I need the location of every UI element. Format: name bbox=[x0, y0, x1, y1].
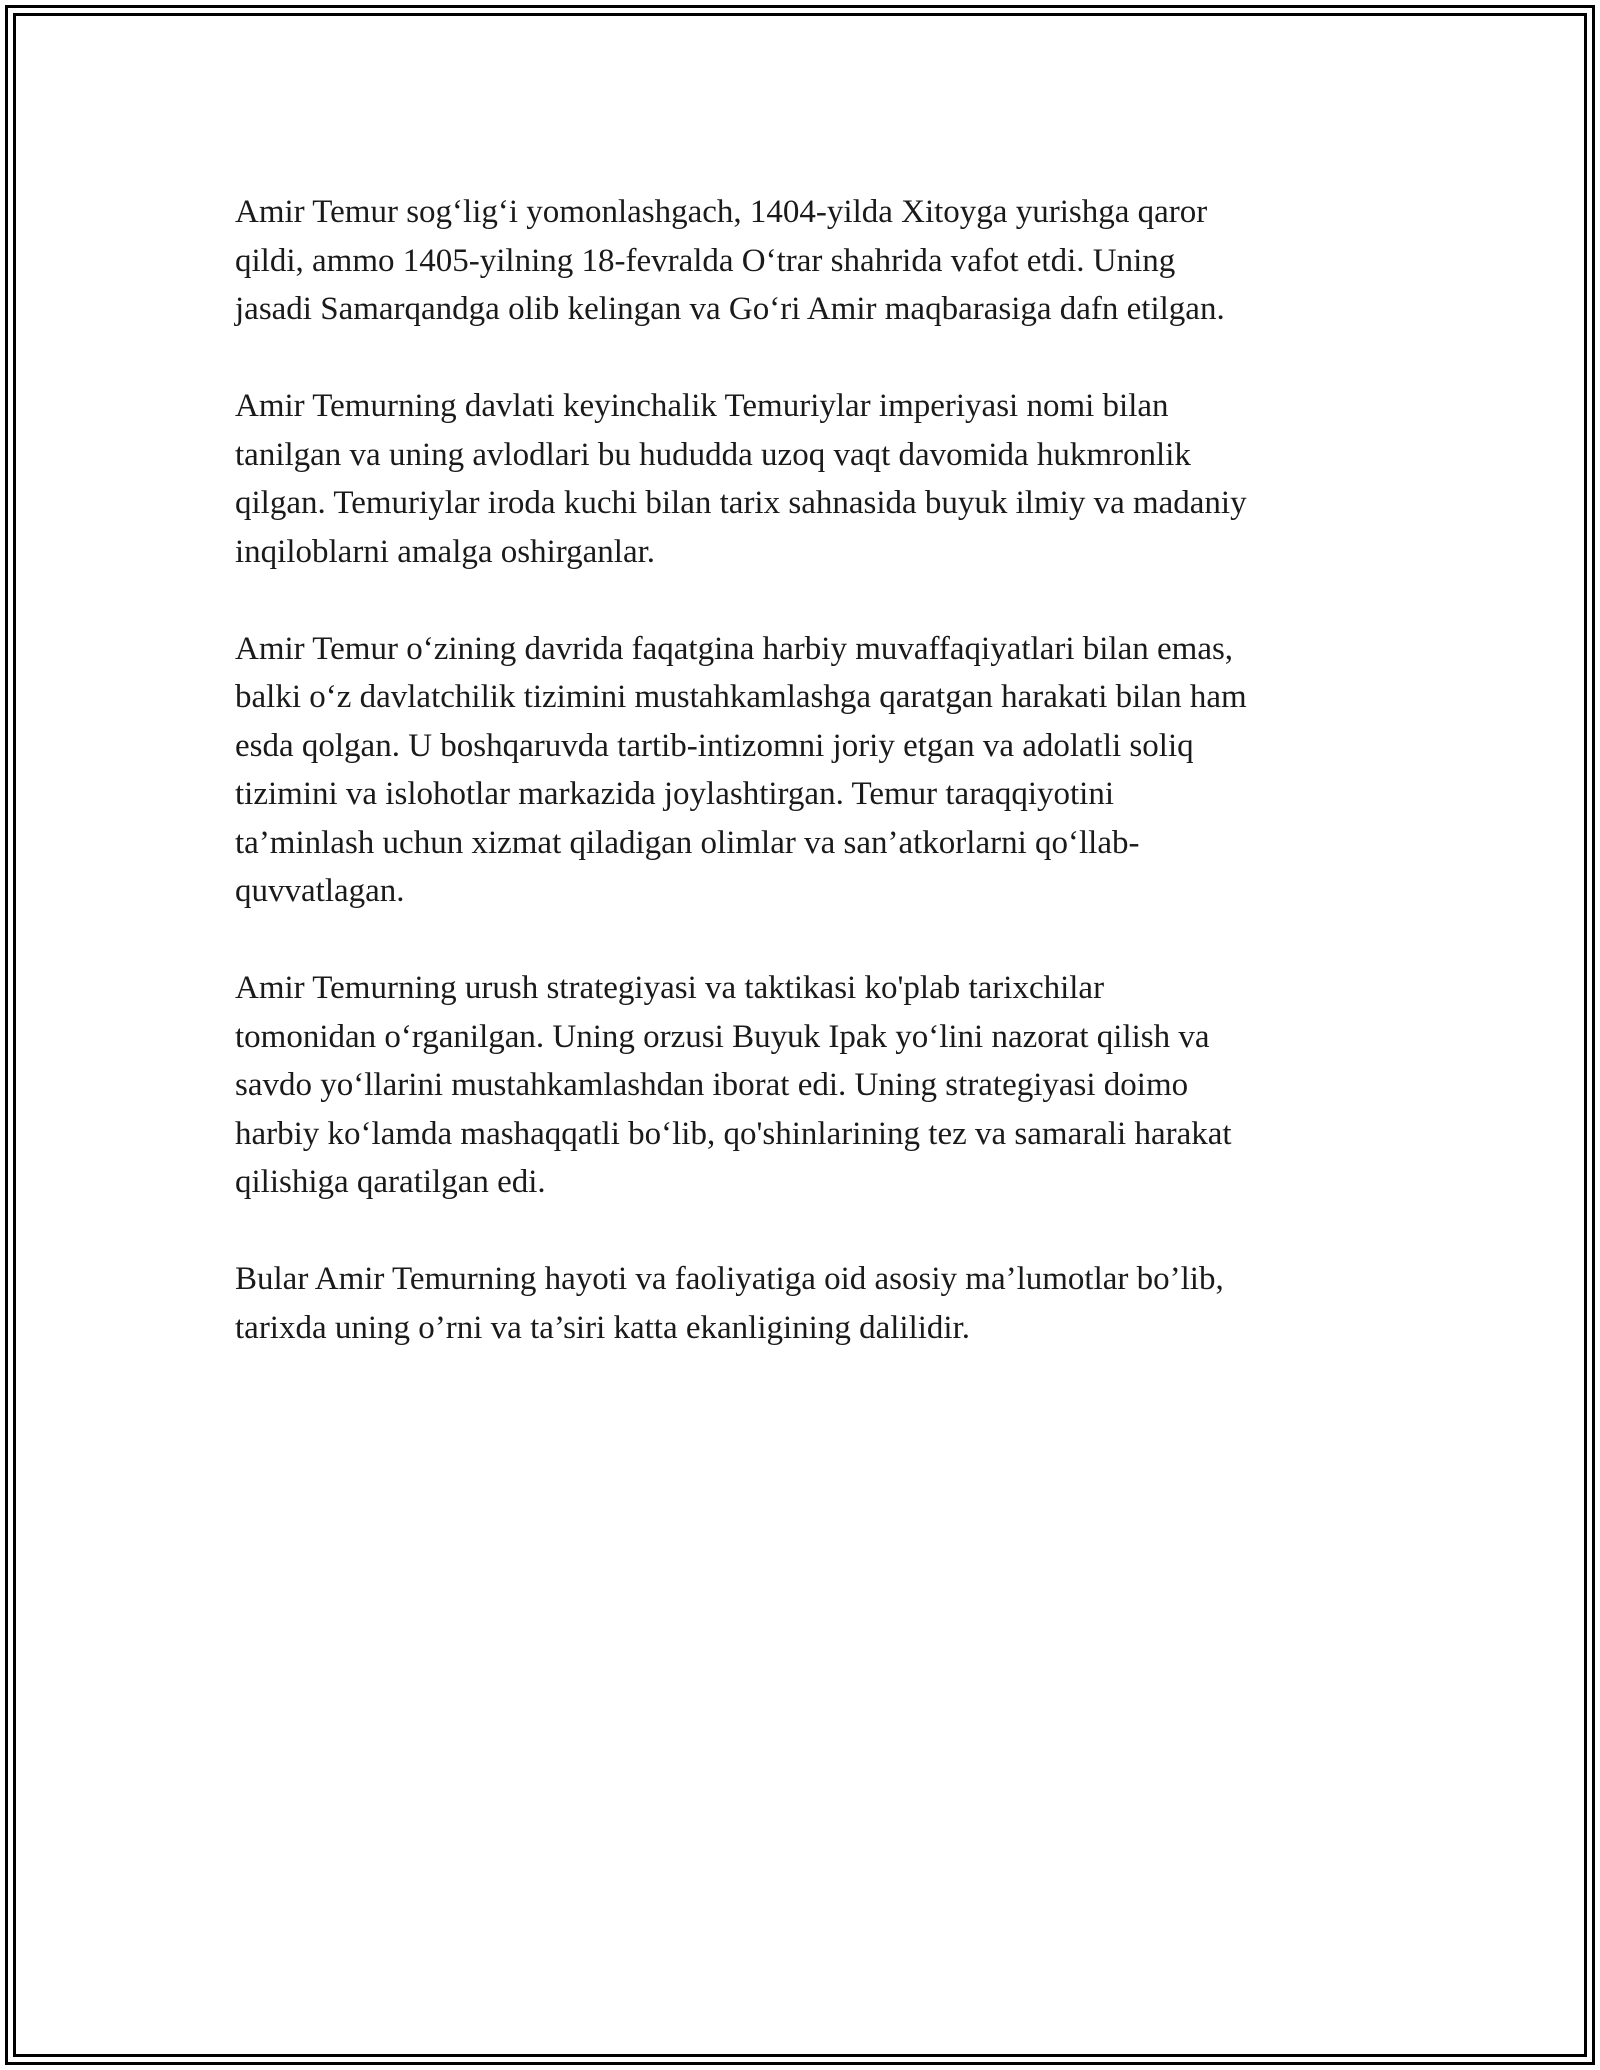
text-line: esda qolgan. U boshqaruvda tartib-intizomni joriy etgan va adolatli soliq bbox=[235, 727, 1194, 764]
document-body bbox=[235, 188, 1375, 1401]
text-line: qilishiga qaratilgan edi. bbox=[235, 1164, 546, 1200]
text-line: ta’minlash uchun xizmat qiladigan olimlar va san’atkorlarni qo‘llab- bbox=[235, 824, 1140, 861]
text-line: Amir Temur o‘zining davrida faqatgina harbiy muvaffaqiyatlari bilan emas, bbox=[235, 630, 1234, 667]
text-line: Amir Temurning davlati keyinchalik Temuriylar imperiyasi nomi bilan bbox=[235, 388, 1169, 424]
text-line: harbiy ko‘lamda mashaqqatli bo‘lib, qo'shinlarining tez va samarali harakat bbox=[235, 1115, 1232, 1152]
paragraph-3 bbox=[235, 625, 1375, 916]
text-line: Bular Amir Temurning hayoti va faoliyatiga oid asosiy ma’lumotlar bo’lib, bbox=[235, 1261, 1224, 1297]
text-line: quvvatlagan. bbox=[235, 873, 405, 909]
text-line: inqiloblarni amalga oshirganlar. bbox=[235, 533, 656, 570]
text-line: balki o‘z davlatchilik tizimini mustahkamlashga qaratgan harakati bilan ham bbox=[235, 679, 1247, 715]
text-line: tanilgan va uning avlodlari bu hududda uzoq vaqt davomida hukmronlik bbox=[235, 436, 1191, 473]
paragraph-1 bbox=[235, 188, 1375, 334]
paragraph-5 bbox=[235, 1255, 1375, 1352]
text-line: jasadi Samarqandga olib kelingan va Go‘ri Amir maqbarasiga dafn etilgan. bbox=[235, 291, 1225, 327]
text-line: qildi, ammo 1405-yilning 18-fevralda O‘trar shahrida vafot etdi. Uning bbox=[235, 242, 1176, 279]
text-line: savdo yo‘llarini mustahkamlashdan iborat edi. Uning strategiyasi doimo bbox=[235, 1067, 1189, 1103]
text-line: tomonidan o‘rganilgan. Uning orzusi Buyuk Ipak yo‘lini nazorat qilish va bbox=[235, 1018, 1210, 1055]
paragraph-2 bbox=[235, 382, 1375, 576]
text-line: tizimini va islohotlar markazida joylashtirgan. Temur taraqqiyotini bbox=[235, 776, 1115, 812]
paragraph-4 bbox=[235, 964, 1375, 1207]
text-line: Amir Temur sog‘lig‘i yomonlashgach, 1404-yilda Xitoyga yurishga qaror bbox=[235, 194, 1208, 230]
text-line: tarixda uning o’rni va ta’siri katta ekanligining dalilidir. bbox=[235, 1309, 970, 1346]
text-line: Amir Temurning urush strategiyasi va taktikasi ko'plab tarixchilar bbox=[235, 970, 1105, 1006]
text-line: qilgan. Temuriylar iroda kuchi bilan tarix sahnasida buyuk ilmiy va madaniy bbox=[235, 485, 1247, 521]
